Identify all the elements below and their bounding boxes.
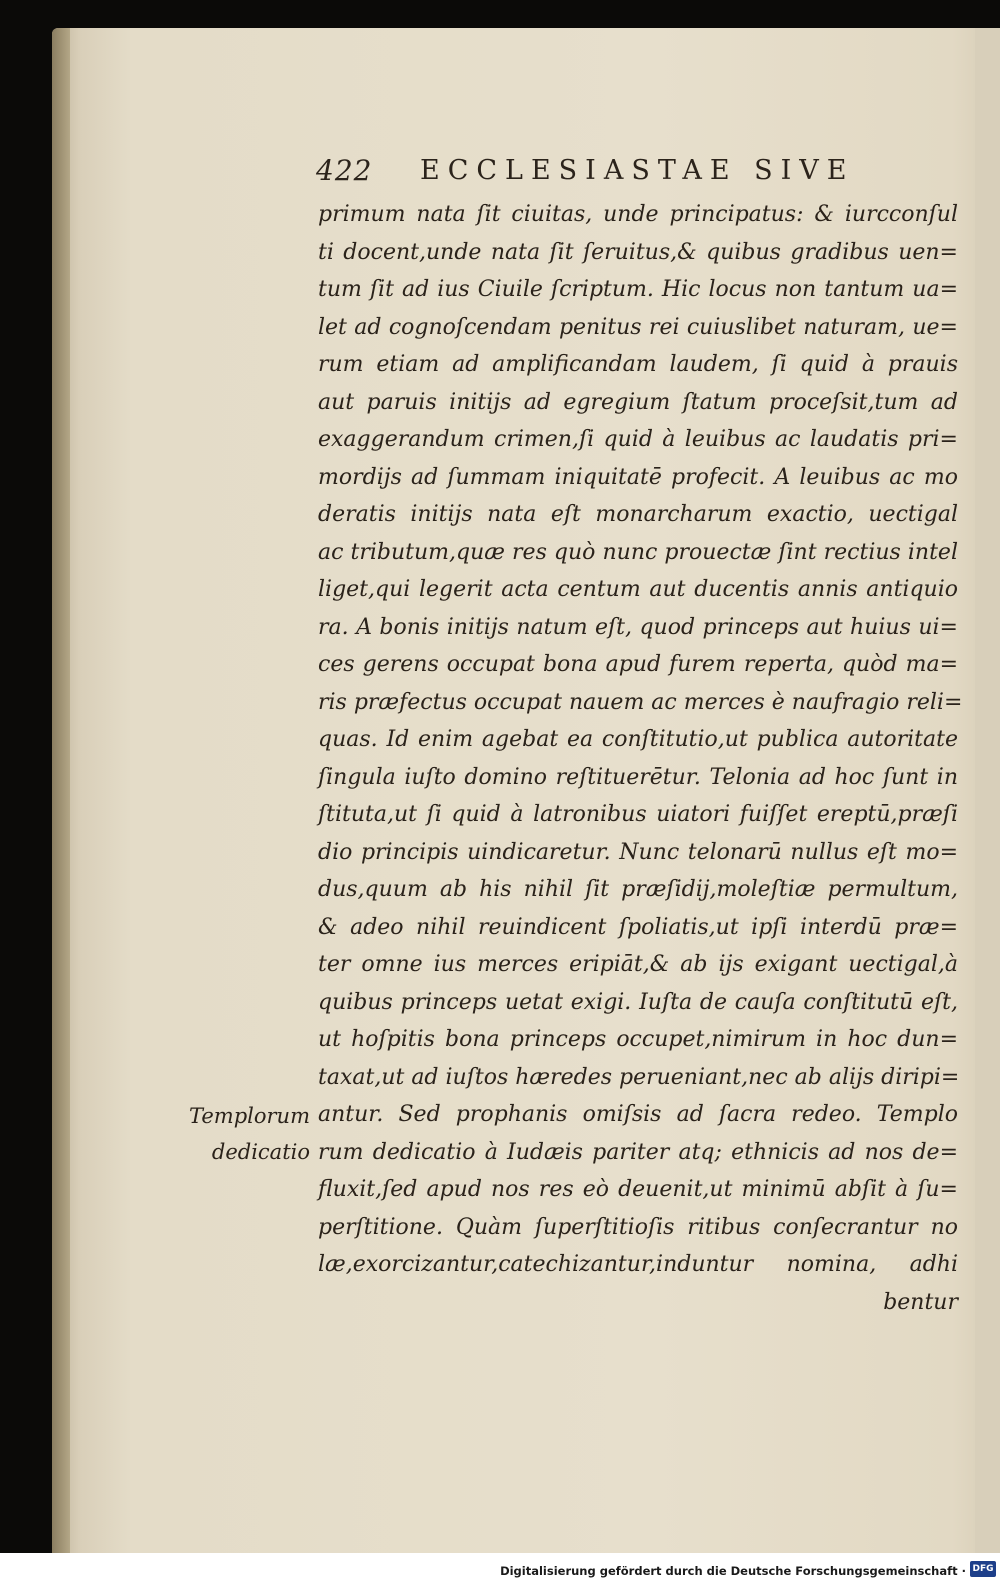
text-line: læ,exorcizantur,catechizantur,induntur nomina, adhi — [318, 1252, 958, 1277]
text-line: dio principis uindicaretur. Nunc telonarū nullus eſt mo= — [318, 839, 958, 865]
text-line: quas. Id enim agebat ea conſtitutio,ut publica autoritate — [318, 727, 958, 752]
text-line: liget,qui legerit acta centum aut ducentis annis antiquio — [318, 577, 958, 602]
text-line: ſtituta,ut ſi quid à latronibus uiatori fuiſſet ereptū,præſi — [318, 802, 958, 827]
page-number: 422 — [316, 154, 373, 187]
text-line: dus,quum ab his nihil ſit præſidij,moleſtiæ permultum, — [318, 877, 958, 902]
funding-credit: Digitalisierung gefördert durch die Deutsche Forschungsgemeinschaft · — [500, 1564, 966, 1578]
text-line: mordijs ad ſummam iniquitatē profecit. A leuibus ac mo — [318, 464, 958, 490]
text-line: fluxit,ſed apud nos res eò deuenit,ut minimū abſit à ſu= — [318, 1177, 958, 1202]
text-line: taxat,ut ad iuſtos hæredes perueniant,nec ab alijs diripi= — [318, 1064, 960, 1090]
text-line: quibus princeps uetat exigi. Iuſta de cauſa conſtitutū eſt, — [318, 989, 958, 1015]
text-line: ter omne ius merces eripiāt,& ab ijs exigant uectigal,à — [318, 952, 958, 977]
text-line: ut hoſpitis bona princeps occupet,nimirum in hoc dun= — [318, 1027, 958, 1052]
text-line: rum etiam ad amplificandam laudem, ſi quid à prauis — [318, 352, 958, 377]
text-line: ſingula iuſto domino reſtituerētur. Telonia ad hoc ſunt in — [318, 764, 958, 790]
text-line: aut paruis initijs ad egregium ſtatum proceſsit,tum ad — [318, 389, 958, 415]
text-line: ces gerens occupat bona apud furem reperta, quòd ma= — [318, 652, 958, 677]
catchword: bentur — [883, 1289, 958, 1315]
page-header — [316, 152, 956, 192]
text-line: let ad cognoſcendam penitus rei cuiuslibet naturam, ue= — [318, 314, 958, 340]
text-line: tum ſit ad ius Ciuile ſcriptum. Hic locus non tantum ua= — [318, 277, 958, 302]
text-line: ra. A bonis initijs natum eſt, quod princeps aut huius ui= — [318, 614, 958, 640]
running-title: ECCLESIASTAE SIVE — [420, 155, 855, 186]
marginal-note-line: Templorum — [189, 1104, 310, 1128]
text-line: ac tributum,quæ res quò nunc prouectæ ſint rectius intel — [318, 539, 958, 565]
text-line: exaggerandum crimen,ſi quid à leuibus ac laudatis pri= — [318, 427, 958, 452]
page-gutter-edge — [52, 28, 70, 1553]
dfg-logo: DFG — [970, 1561, 996, 1577]
text-line: antur. Sed prophanis omiſsis ad ſacra redeo. Templo — [318, 1102, 958, 1127]
text-line: primum nata ſit ciuitas, unde principatus: & iurcconſul — [318, 202, 958, 227]
adjacent-page-strip — [975, 28, 1000, 1553]
body-text — [318, 196, 963, 1321]
text-line: deratis initijs nata eſt monarcharum exactio, uectigal — [318, 502, 958, 527]
text-line: & adeo nihil reuindicent ſpoliatis,ut ipſi interdū præ= — [318, 914, 958, 940]
marginal-note-line: dedicatio — [211, 1140, 310, 1164]
marginal-note — [160, 1098, 310, 1170]
text-line: ris præfectus occupat nauem ac merces è naufragio reli= — [318, 689, 963, 715]
text-line: ti docent,unde nata ſit ſeruitus,& quibus gradibus uen= — [318, 239, 958, 265]
footer-bar — [0, 1553, 1000, 1593]
text-line: perſtitione. Quàm ſuperſtitioſis ritibus conſecrantur no — [318, 1214, 958, 1240]
text-line: rum dedicatio à Iudæis pariter atq; ethnicis ad nos de= — [318, 1139, 958, 1165]
